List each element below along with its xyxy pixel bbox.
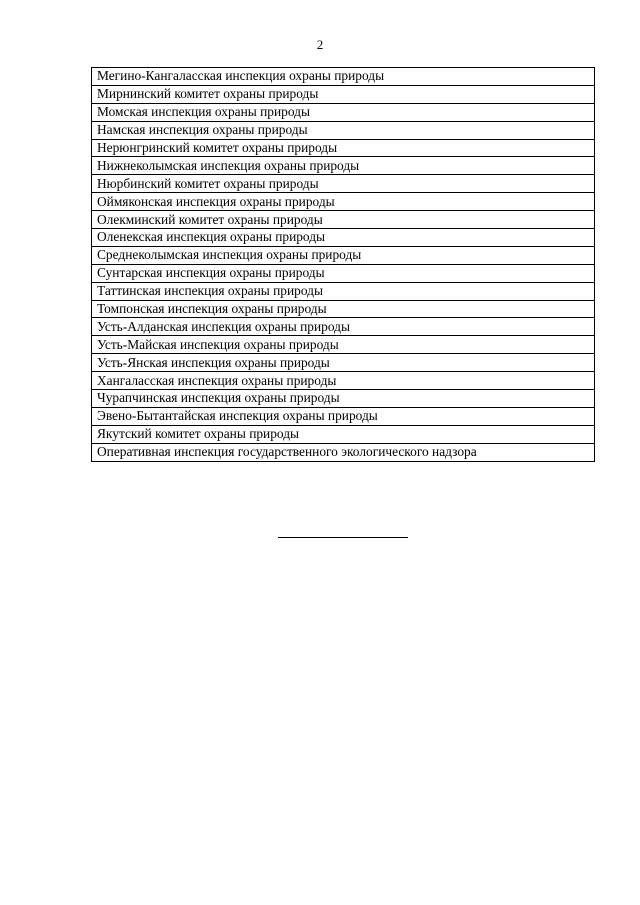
- organization-cell: Олекминский комитет охраны природы: [92, 211, 595, 229]
- table-row: [92, 264, 595, 282]
- organization-cell: Мирнинский комитет охраны природы: [92, 85, 595, 103]
- organization-cell: Чурапчинская инспекция охраны природы: [92, 390, 595, 408]
- organization-cell: Нижнеколымская инспекция охраны природы: [92, 157, 595, 175]
- table-row: [92, 211, 595, 229]
- organization-cell: Момская инспекция охраны природы: [92, 103, 595, 121]
- organization-cell: Нерюнгринский комитет охраны природы: [92, 139, 595, 157]
- end-of-document-line: [278, 537, 408, 538]
- table-row: [92, 407, 595, 425]
- page-number: 2: [316, 37, 324, 52]
- organization-cell: Среднеколымская инспекция охраны природы: [92, 246, 595, 264]
- table-row: [92, 443, 595, 461]
- table-row: [92, 157, 595, 175]
- table-row: [92, 282, 595, 300]
- organizations-table: [91, 67, 595, 462]
- table-row: [92, 103, 595, 121]
- organization-cell: Усть-Алданская инспекция охраны природы: [92, 318, 595, 336]
- table-row: [92, 318, 595, 336]
- organization-cell: Эвено-Бытантайская инспекция охраны природы: [92, 407, 595, 425]
- organization-cell: Якутский комитет охраны природы: [92, 425, 595, 443]
- organization-cell: Намская инспекция охраны природы: [92, 121, 595, 139]
- organization-cell: Усть-Майская инспекция охраны природы: [92, 336, 595, 354]
- table-row: [92, 246, 595, 264]
- organization-cell: Таттинская инспекция охраны природы: [92, 282, 595, 300]
- table-row: [92, 121, 595, 139]
- table-row: [92, 390, 595, 408]
- table-row: [92, 300, 595, 318]
- table-row: [92, 354, 595, 372]
- table-row: [92, 193, 595, 211]
- table-row: [92, 68, 595, 86]
- organization-cell: Сунтарская инспекция охраны природы: [92, 264, 595, 282]
- organization-cell: Оленекская инспекция охраны природы: [92, 229, 595, 247]
- organization-cell: Оймяконская инспекция охраны природы: [92, 193, 595, 211]
- organization-cell: Хангаласская инспекция охраны природы: [92, 372, 595, 390]
- table-row: [92, 229, 595, 247]
- table-row: [92, 425, 595, 443]
- organization-cell: Томпонская инспекция охраны природы: [92, 300, 595, 318]
- organization-cell: Оперативная инспекция государственного экологического надзора: [92, 443, 595, 461]
- organization-cell: Нюрбинский комитет охраны природы: [92, 175, 595, 193]
- table-row: [92, 336, 595, 354]
- table-row: [92, 175, 595, 193]
- organization-cell: Мегино-Кангаласская инспекция охраны природы: [92, 68, 595, 86]
- table-row: [92, 139, 595, 157]
- table-row: [92, 85, 595, 103]
- table-row: [92, 372, 595, 390]
- organization-cell: Усть-Янская инспекция охраны природы: [92, 354, 595, 372]
